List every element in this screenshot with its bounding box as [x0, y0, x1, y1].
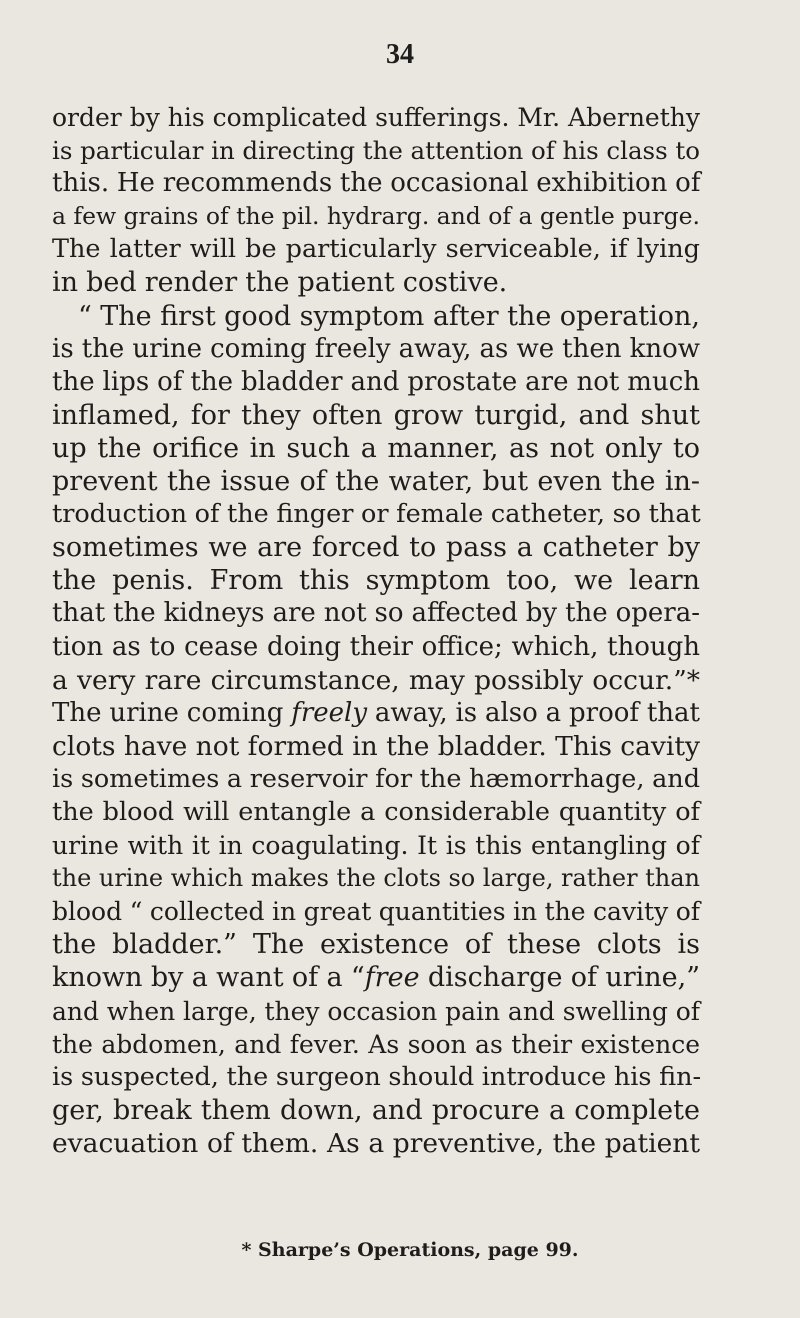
text-line: is the urine coming freely away, as we then know [52, 333, 700, 364]
page-number: 34 [386, 39, 414, 70]
text-line: blood “ collected in great quantities in the cavity of [52, 897, 700, 927]
text-line: in bed render the patient costive. [52, 267, 508, 299]
body-text [52, 101, 700, 1160]
italic-word: freely [291, 697, 368, 728]
text-line: the abdomen, and fever. As soon as their existence [52, 1029, 700, 1059]
text-line: and when large, they occasion pain and swelling of [52, 996, 700, 1026]
text-line: the penis. From this symptom too, we learn [52, 565, 700, 597]
text-line: order by his complicated sufferings. Mr. Abernethy [52, 103, 700, 132]
text-line: the blood will entangle a considerable quantity of [52, 796, 700, 827]
text-line: tion as to cease doing their office; which, though [52, 631, 700, 662]
text-line: sometimes we are forced to pass a catheter by [52, 532, 700, 564]
text-line [52, 697, 700, 730]
text-segment: discharge of urine,” [419, 962, 701, 994]
text-line: “ The first good symptom after the operation, [78, 300, 700, 332]
text-line: is suspected, the surgeon should introduce his fin- [52, 1061, 702, 1092]
text-line: clots have not formed in the bladder. This cavity [52, 730, 700, 762]
text-line: troduction of the finger or female catheter, so that [52, 499, 701, 530]
text-line: that the kidneys are not so affected by the opera- [52, 598, 700, 629]
text-line: prevent the issue of the water, but even the in- [52, 466, 700, 498]
text-line: up the orifice in such a manner, as not only to [52, 432, 700, 464]
text-segment: away, is also a proof that [367, 697, 700, 728]
text-line: is particular in directing the attention of his class to [52, 136, 700, 166]
text-segment: known by a want of a “ [52, 962, 365, 994]
footnote: * Sharpe’s Operations, page 99. [241, 1239, 579, 1261]
text-line: the bladder.” The existence of these clots is [52, 929, 700, 961]
text-line [52, 961, 700, 994]
text-segment: The urine coming [52, 697, 292, 728]
text-line: a few grains of the pil. hydrarg. and of a gentle purge. [52, 202, 700, 231]
text-line: urine with it in coagulating. It is this entangling of [52, 831, 700, 861]
text-line: the urine which makes the clots so large, rather than [52, 864, 700, 893]
italic-word: free [364, 962, 420, 994]
text-line: a very rare circumstance, may possibly occur.”* [52, 664, 700, 696]
text-line: inflamed, for they often grow turgid, and shut [52, 399, 700, 431]
text-line: is sometimes a reservoir for the hæmorrhage, and [52, 763, 701, 794]
text-line: ger, break them down, and procure a complete [52, 1094, 700, 1126]
text-line: the lips of the bladder and prostate are not much [52, 366, 700, 397]
text-line: evacuation of them. As a preventive, the patient [52, 1127, 700, 1159]
text-line: this. He recommends the occasional exhibition of [52, 168, 701, 199]
text-line: The latter will be particularly serviceable, if lying [52, 234, 700, 265]
